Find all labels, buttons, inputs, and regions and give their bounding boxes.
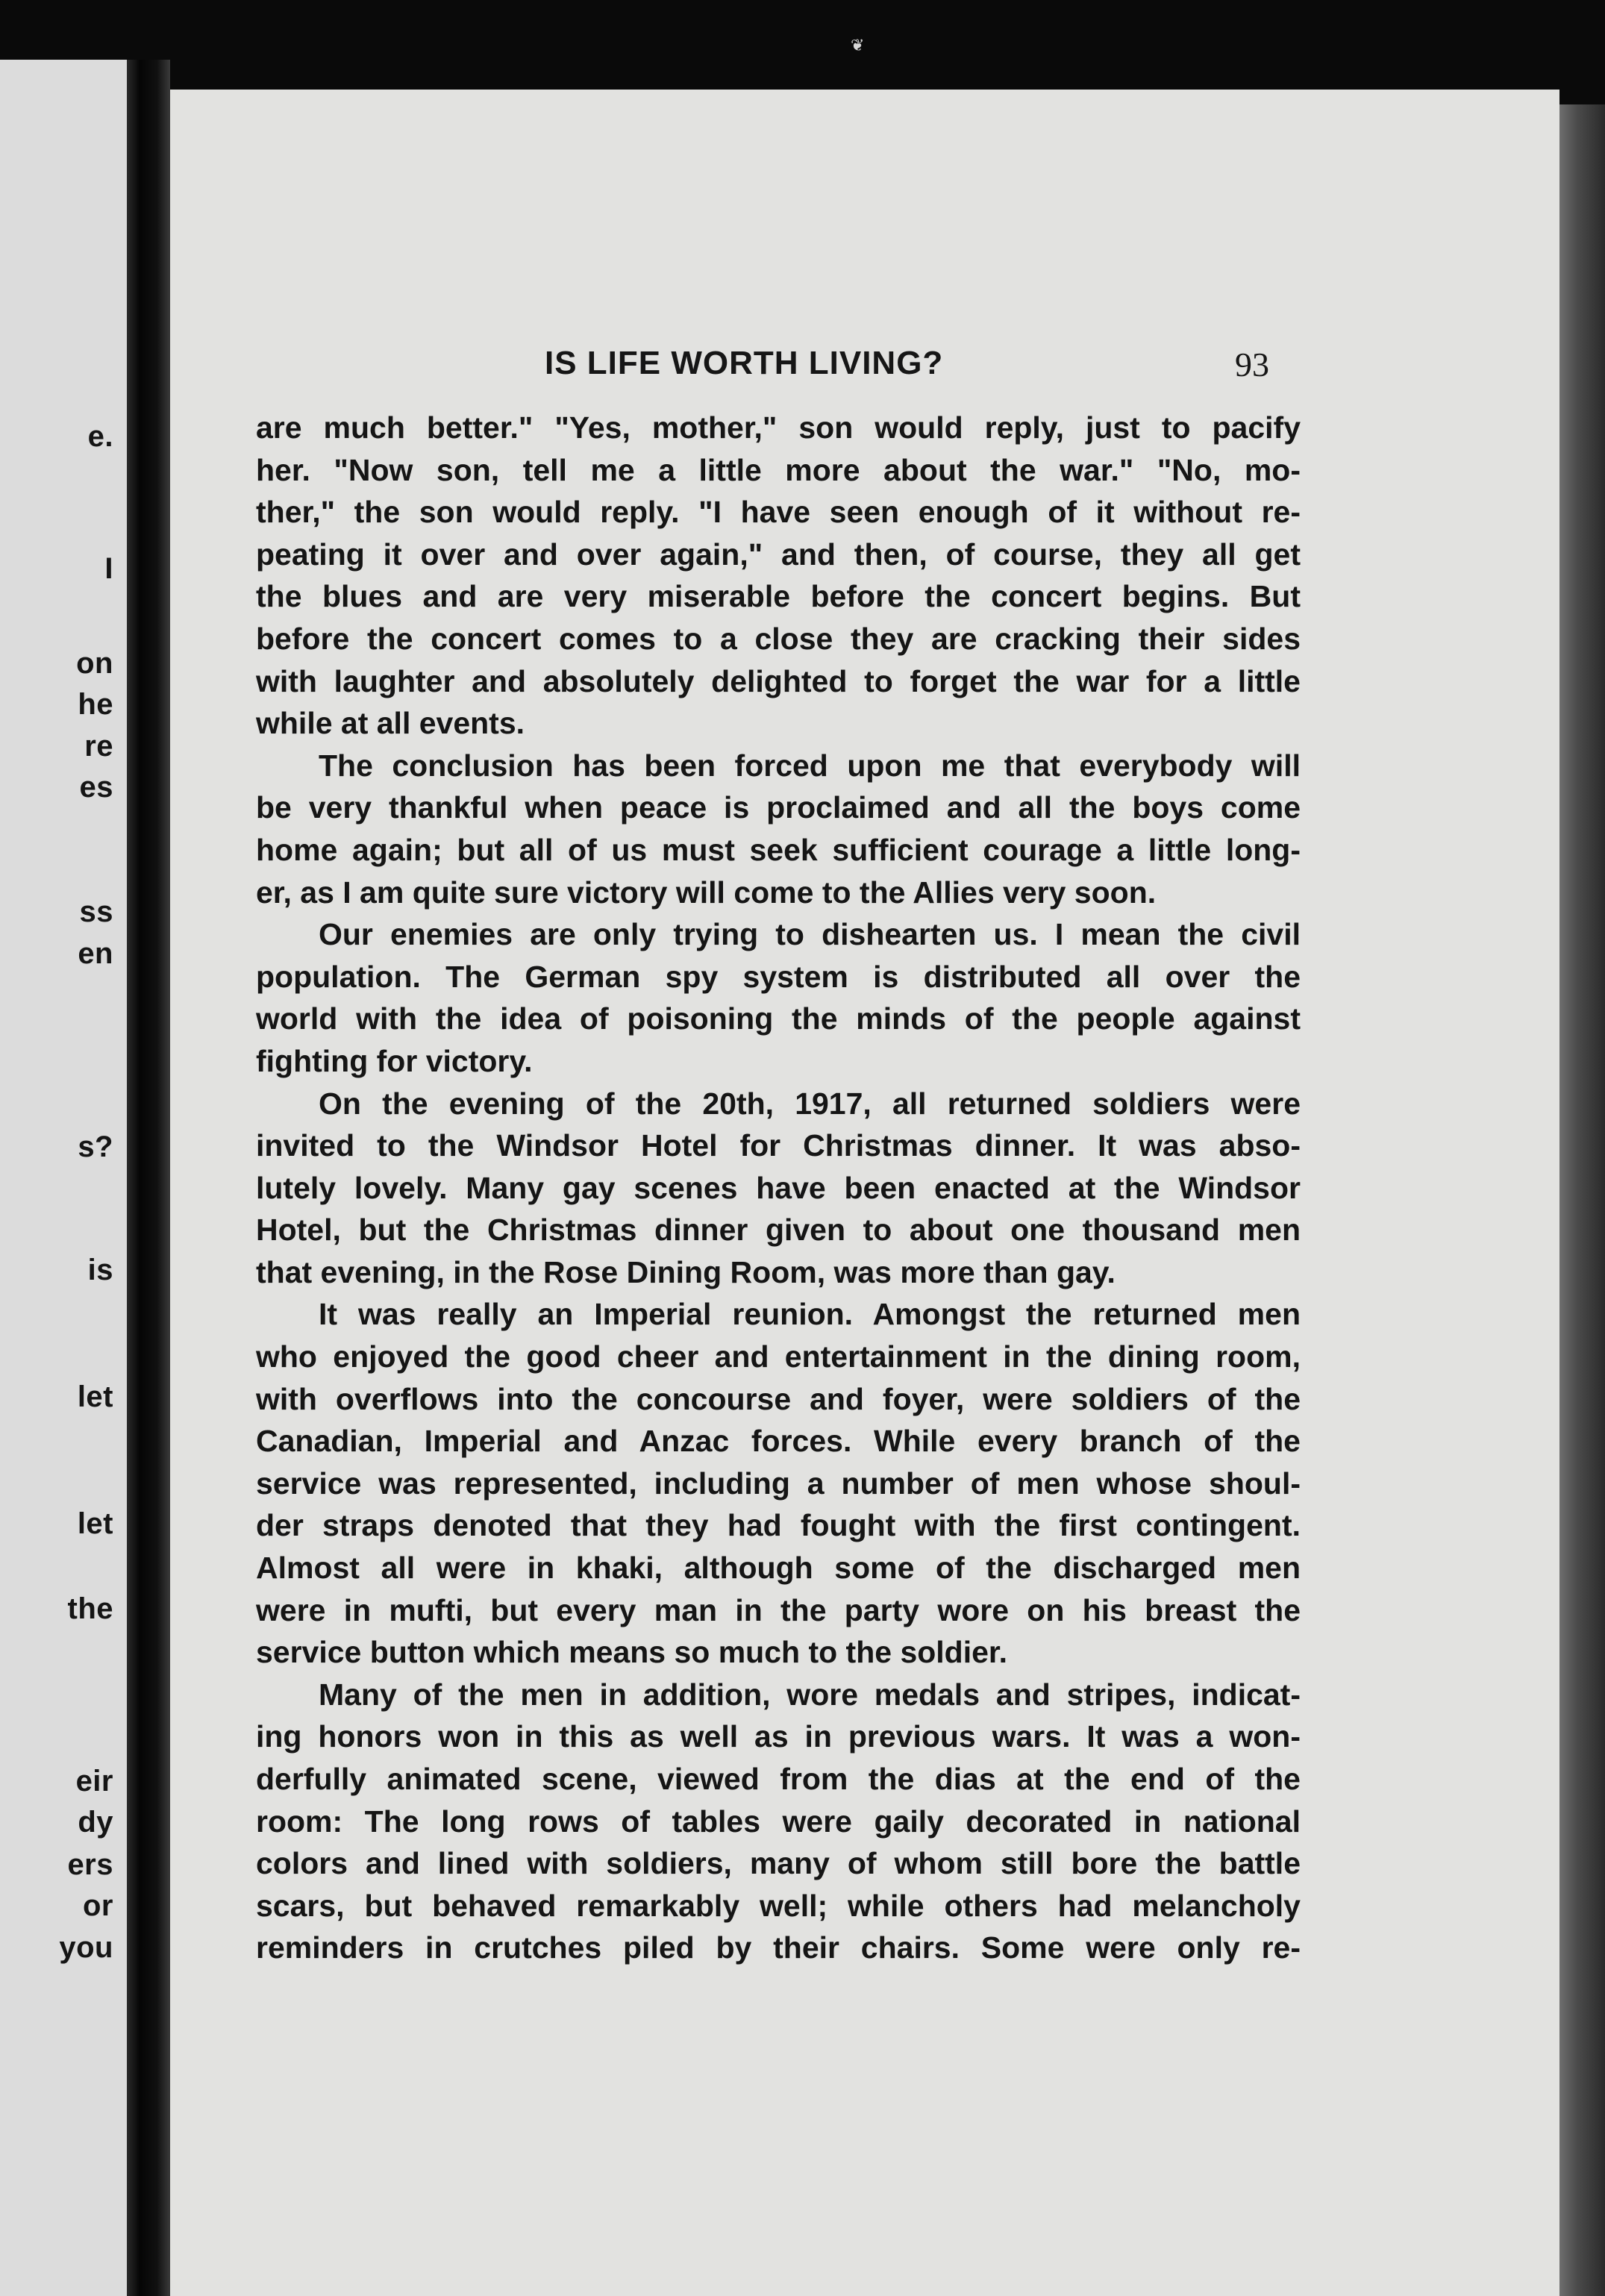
text-line: peating it over and over again," and then, of course, they all get: [256, 537, 1301, 572]
text-line: home again; but all of us must seek sufficient courage a little long-: [256, 832, 1301, 867]
text-line: reminders in crutches piled by their chairs. Some were only re-: [256, 1930, 1301, 1965]
running-head: IS LIFE WORTH LIVING?: [545, 345, 944, 381]
left-page-fragment: you: [59, 1931, 113, 1964]
left-page-fragment: he: [78, 688, 113, 721]
text-line: Canadian, Imperial and Anzac forces. While every branch of the: [256, 1424, 1301, 1459]
left-page-fragment: ers: [67, 1848, 113, 1881]
text-line: scars, but behaved remarkably well; while others had melancholy: [256, 1888, 1301, 1923]
page-number: 93: [1235, 345, 1269, 384]
text-line: service was represented, including a number of men whose shoul-: [256, 1466, 1301, 1501]
text-line: her. "Now son, tell me a little more about the war." "No, mo-: [256, 452, 1301, 487]
text-line: are much better." "Yes, mother," son would reply, just to pacify: [256, 410, 1301, 445]
text-line: derfully animated scene, viewed from the dias at the end of the: [256, 1762, 1301, 1796]
text-line: were in mufti, but every man in the party wore on his breast the: [256, 1592, 1301, 1627]
paragraph-first-line: Many of the men in addition, wore medals and stripes, indicat-: [319, 1677, 1301, 1712]
left-page-fragment: dy: [78, 1806, 113, 1839]
text-line: while at all events.: [256, 706, 525, 741]
left-page-fragment: e.: [87, 420, 113, 453]
text-line: room: The long rows of tables were gaily decorated in national: [256, 1804, 1301, 1839]
paragraph-first-line: Our enemies are only trying to dishearten us. I mean the civil: [319, 917, 1301, 952]
paragraph-first-line: The conclusion has been forced upon me that everybody will: [319, 748, 1301, 783]
paragraph-first-line: It was really an Imperial reunion. Amongst the returned men: [319, 1297, 1301, 1332]
left-page-fragment: es: [79, 771, 113, 804]
left-page-fragment: I: [104, 552, 113, 585]
text-line: lutely lovely. Many gay scenes have been enacted at the Windsor: [256, 1170, 1301, 1205]
left-page-fragment: or: [83, 1889, 113, 1922]
text-line: before the concert comes to a close they are cracking their sides: [256, 621, 1301, 656]
text-line: er, as I am quite sure victory will come to the Allies very soon.: [256, 875, 1157, 910]
left-page-fragment: en: [78, 937, 113, 970]
text-line: population. The German spy system is distributed all over the: [256, 959, 1301, 994]
left-page-fragment: the: [67, 1592, 113, 1625]
text-line: der straps denoted that they had fought with the first contingent.: [256, 1508, 1301, 1543]
dust-speck: ❦: [851, 36, 865, 54]
left-page-fragment: eir: [75, 1765, 113, 1798]
text-line: that evening, in the Rose Dining Room, was more than gay.: [256, 1254, 1116, 1289]
body-text: [256, 407, 1301, 1969]
text-line: world with the idea of poisoning the minds of the people against: [256, 1001, 1301, 1036]
text-line: Almost all were in khaki, although some of the discharged men: [256, 1551, 1301, 1586]
text-line: with laughter and absolutely delighted to forget the war for a little: [256, 663, 1301, 698]
text-line: with overflows into the concourse and foyer, were soldiers of the: [256, 1381, 1301, 1416]
page-edge-shadow: [1559, 104, 1605, 2296]
left-page-fragment: s?: [78, 1130, 113, 1163]
text-line: Hotel, but the Christmas dinner given to about one thousand men: [256, 1213, 1301, 1248]
text-line: service button which means so much to the soldier.: [256, 1635, 1008, 1670]
left-page-fragment: let: [77, 1507, 113, 1540]
left-page-fragment: ss: [79, 895, 113, 928]
left-page-fragment: re: [84, 730, 113, 763]
text-line: colors and lined with soldiers, many of whom still bore the battle: [256, 1846, 1301, 1881]
book-gutter: [127, 60, 170, 2296]
left-facing-page: [0, 60, 127, 2296]
paragraph-first-line: On the evening of the 20th, 1917, all returned soldiers were: [319, 1086, 1301, 1121]
text-line: who enjoyed the good cheer and entertainment in the dining room,: [256, 1339, 1301, 1374]
left-page-fragment: is: [87, 1254, 113, 1286]
left-page-fragment: on: [76, 647, 113, 680]
text-line: the blues and are very miserable before the concert begins. But: [256, 579, 1301, 614]
text-line: ing honors won in this as well as in previous wars. It was a won-: [256, 1719, 1301, 1754]
text-line: ther," the son would reply. "I have seen enough of it without re-: [256, 495, 1301, 530]
text-line: be very thankful when peace is proclaimed and all the boys come: [256, 790, 1301, 825]
left-page-fragment: let: [77, 1380, 113, 1413]
text-line: fighting for victory.: [256, 1043, 533, 1078]
text-line: invited to the Windsor Hotel for Christmas dinner. It was abso-: [256, 1128, 1301, 1163]
